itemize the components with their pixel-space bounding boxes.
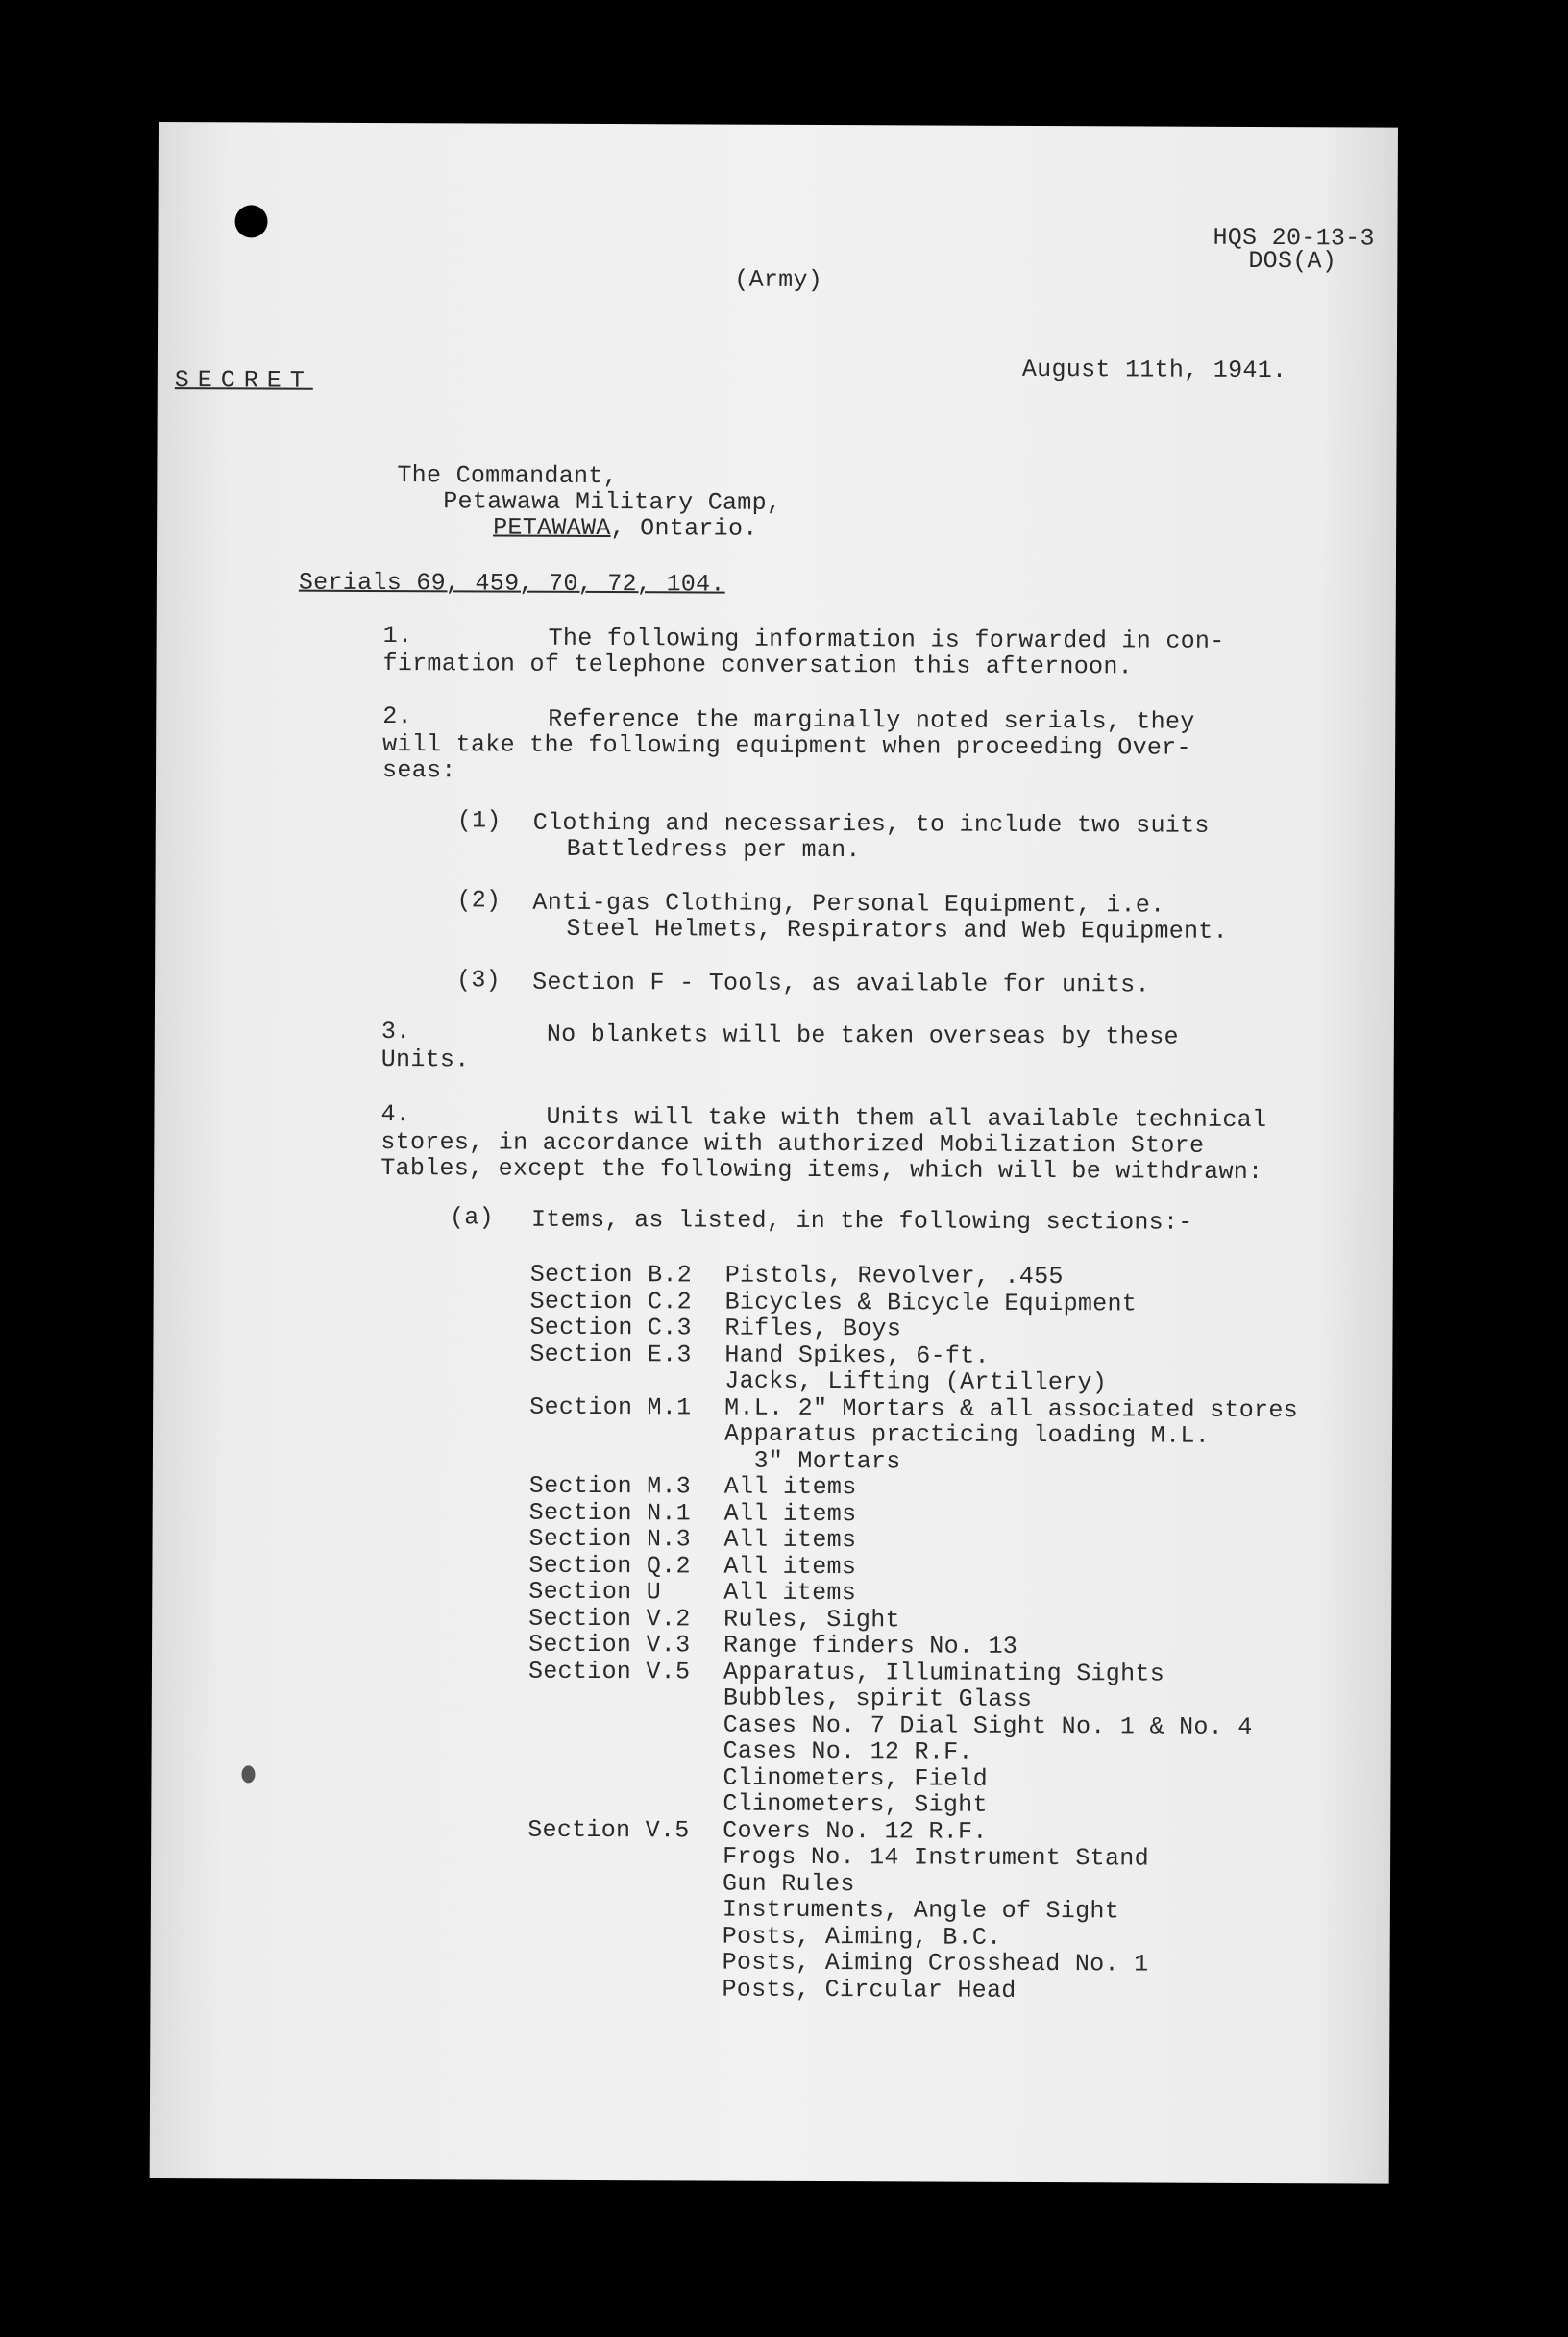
branch-label: (Army) xyxy=(734,265,823,295)
section-label: Section V.5 xyxy=(527,1815,690,1844)
section-item-text: Posts, Aiming Crosshead No. 1 xyxy=(722,1948,1149,1979)
para-2-number: 2. xyxy=(382,702,412,731)
section-item-text: Rules, Sight xyxy=(723,1605,900,1634)
section-label: Section C.2 xyxy=(529,1287,693,1316)
item-2-number: (2) xyxy=(456,886,502,915)
addressee-line-3 xyxy=(493,515,758,543)
item-1-line-1: Clothing and necessaries, to include two suits xyxy=(532,808,1210,840)
section-label: Section B.2 xyxy=(529,1260,693,1290)
section-item-text: Hand Spikes, 6-ft. xyxy=(724,1341,990,1370)
para-2-line-1: Reference the marginally noted serials, they xyxy=(548,704,1195,736)
section-item-text: All items xyxy=(723,1472,857,1502)
section-item-text: 3" Mortars xyxy=(723,1446,901,1475)
section-item-text: Range finders No. 13 xyxy=(723,1631,1018,1660)
section-item-text: Jacks, Lifting (Artillery) xyxy=(724,1366,1108,1397)
item-2-line-2: Steel Helmets, Respirators and Web Equipment. xyxy=(566,914,1229,946)
section-item-text: Cases No. 7 Dial Sight No. 1 & No. 4 xyxy=(723,1710,1253,1741)
section-item-text: Cases No. 12 R.F. xyxy=(723,1736,973,1766)
item-3-line-1: Section F - Tools, as available for units. xyxy=(532,968,1150,999)
section-item-text: Apparatus, Illuminating Sights xyxy=(723,1658,1165,1688)
para-1-line-2: firmation of telephone conversation this afternoon. xyxy=(382,650,1134,681)
section-item-text: Covers No. 12 R.F. xyxy=(723,1816,988,1846)
section-item-text: Pistols, Revolver, .455 xyxy=(724,1261,1064,1292)
para-4-line-3: Tables, except the following items, which will be withdrawn: xyxy=(380,1154,1263,1187)
section-label: Section N.1 xyxy=(528,1498,692,1527)
stray-ink-mark xyxy=(241,1765,255,1783)
section-item-text: All items xyxy=(723,1552,857,1581)
file-reference-1: HQS 20-13-3 xyxy=(1213,223,1375,253)
section-item-text: Clinometers, Sight xyxy=(723,1789,988,1819)
file-reference-2: DOS(A) xyxy=(1248,246,1337,276)
item-3-number: (3) xyxy=(456,966,502,995)
section-item-text: Clinometers, Field xyxy=(723,1763,989,1793)
para-2-line-3: seas: xyxy=(381,756,456,785)
document-sheet xyxy=(150,122,1398,2184)
para-2-line-2: will take the following equipment when proceeding Over- xyxy=(382,730,1191,762)
section-item-text: Bicycles & Bicycle Equipment xyxy=(724,1288,1138,1317)
section-label: Section N.3 xyxy=(528,1524,691,1554)
section-item-text: Rifles, Boys xyxy=(724,1314,902,1343)
para-1-line-1: The following information is forwarded in con- xyxy=(548,624,1225,655)
para-4a-number: (a) xyxy=(449,1203,495,1232)
section-item-text: Instruments, Angle of Sight xyxy=(722,1895,1120,1926)
subject-serials: Serials 69, 459, 70, 72, 104. xyxy=(298,568,725,599)
para-4-number: 4. xyxy=(380,1100,411,1129)
para-3-number: 3. xyxy=(380,1018,411,1046)
section-label: Section V.5 xyxy=(527,1657,691,1685)
section-item-text: Posts, Circular Head xyxy=(722,1975,1017,2005)
para-4-line-1: Units will take with them all available technical xyxy=(546,1102,1267,1135)
classification-label: SECRET xyxy=(174,366,313,395)
para-1-number: 1. xyxy=(382,622,413,651)
section-item-text: Gun Rules xyxy=(722,1869,855,1898)
para-3-line-1: No blankets will be taken overseas by these xyxy=(546,1020,1179,1051)
letter-date: August 11th, 1941. xyxy=(1021,355,1287,385)
section-item-text: All items xyxy=(723,1525,857,1555)
section-item-text: Bubbles, spirit Glass xyxy=(723,1684,1033,1713)
section-item-text: All items xyxy=(723,1499,857,1528)
addressee-province: , Ontario. xyxy=(610,514,758,543)
section-label: Section V.3 xyxy=(528,1630,691,1660)
addressee-line-2: Petawawa Military Camp, xyxy=(443,487,782,517)
section-label: Section M.1 xyxy=(529,1392,692,1421)
section-item-text: Frogs No. 14 Instrument Stand xyxy=(723,1842,1149,1873)
para-4a-text: Items, as listed, in the following sections:- xyxy=(530,1205,1193,1237)
section-label: Section C.3 xyxy=(529,1313,692,1342)
section-item-text: Posts, Aiming, B.C. xyxy=(722,1922,1002,1952)
section-label: Section U xyxy=(528,1577,662,1607)
addressee-town: PETAWAWA xyxy=(493,513,611,543)
section-item-text: M.L. 2" Mortars & all associated stores xyxy=(724,1393,1299,1424)
section-item-text: All items xyxy=(723,1578,857,1608)
punch-hole-mark xyxy=(234,205,267,237)
item-1-number: (1) xyxy=(456,806,502,835)
addressee-line-1: The Commandant, xyxy=(397,461,619,491)
section-label: Section M.3 xyxy=(528,1471,692,1501)
section-label: Section E.3 xyxy=(529,1340,692,1368)
para-4-line-2: stores, in accordance with authorized Mobilization Store xyxy=(380,1128,1205,1160)
item-1-line-2: Battledress per man. xyxy=(566,834,861,865)
item-2-line-1: Anti-gas Clothing, Personal Equipment, i.e. xyxy=(532,888,1165,920)
section-label: Section Q.2 xyxy=(528,1551,691,1580)
section-label: Section V.2 xyxy=(528,1604,691,1633)
para-3-line-2: Units. xyxy=(380,1046,470,1074)
section-item-text: Apparatus practicing loading M.L. xyxy=(723,1419,1211,1450)
